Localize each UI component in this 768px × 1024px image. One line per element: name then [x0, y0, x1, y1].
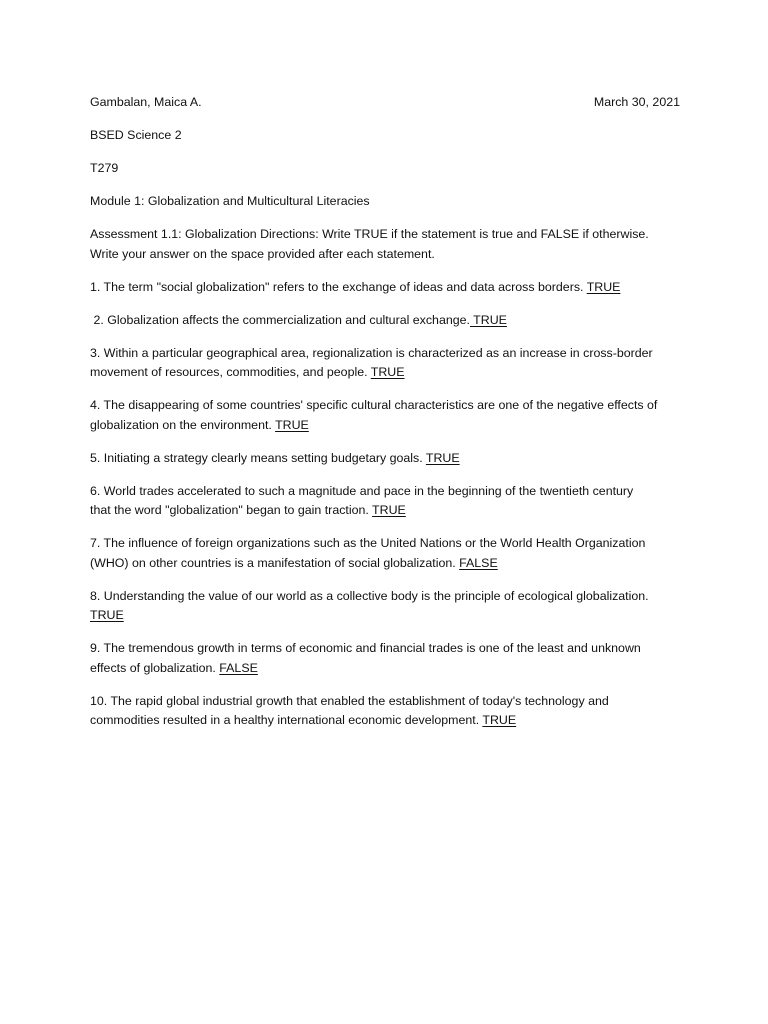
question-line: [90, 659, 680, 679]
question-text: that the word "globalization" began to gain traction.: [90, 503, 373, 517]
question-text: globalization on the environment.: [90, 417, 276, 432]
question-3: [90, 344, 680, 383]
question-line: 7. The influence of foreign organizations such as the United Nations or the World Health Organization: [90, 536, 646, 550]
answer: FALSE: [219, 660, 258, 675]
question-10: [90, 692, 680, 731]
answer: TRUE: [482, 713, 517, 727]
answer: TRUE: [370, 365, 405, 379]
instructions: [90, 225, 680, 264]
student-name: Gambalan, Maica A.: [90, 95, 202, 109]
question-line: 8. Understanding the value of our world as a collective body is the principle of ecological globalization.: [90, 588, 649, 603]
header-row: [90, 93, 680, 113]
question-line: 9. The tremendous growth in terms of economic and financial trades is one of the least and unknown: [90, 641, 641, 655]
question-text: 5. Initiating a strategy clearly means setting budgetary goals.: [90, 450, 426, 465]
answer: TRUE: [372, 503, 406, 517]
question-line: [90, 606, 680, 626]
question-1: [90, 278, 680, 298]
question-line: [90, 311, 680, 331]
document-page: [90, 93, 680, 731]
question-5: [90, 449, 680, 469]
question-text: 1. The term "social globalization" refers to the exchange of ideas and data across borders.: [90, 279, 587, 294]
instructions-line-2: Write your answer on the space provided after each statement.: [90, 246, 435, 261]
module-title: Module 1: Globalization and Multicultural Literacies: [90, 194, 370, 208]
answer: TRUE: [586, 279, 621, 294]
answer: FALSE: [459, 555, 498, 570]
question-8: [90, 587, 680, 626]
question-line: [90, 711, 680, 731]
question-line: [90, 363, 680, 383]
question-line: [90, 278, 680, 298]
answer: TRUE: [90, 608, 124, 622]
question-text: (WHO) on other countries is a manifestation of social globalization.: [90, 555, 460, 570]
question-line: 4. The disappearing of some countries' specific cultural characteristics are one of the negative effects of: [90, 398, 658, 412]
course-label: BSED Science 2: [90, 128, 182, 142]
question-6: [90, 482, 680, 521]
question-line: [90, 416, 680, 436]
answer: TRUE: [275, 417, 309, 432]
question-line: 10. The rapid global industrial growth that enabled the establishment of today's technology and: [90, 693, 609, 708]
question-line: [90, 501, 680, 521]
question-text: 2. Globalization affects the commercialization and cultural exchange.: [90, 312, 470, 327]
question-9: [90, 639, 680, 678]
question-line: 6. World trades accelerated to such a magnitude and pace in the beginning of the twentieth century: [90, 483, 634, 498]
question-2: [90, 311, 680, 331]
document-date: March 30, 2021: [593, 95, 680, 109]
question-7: [90, 534, 680, 573]
question-text: effects of globalization.: [90, 660, 220, 675]
answer: TRUE: [469, 312, 507, 327]
question-4: [90, 396, 680, 435]
question-line: 3. Within a particular geographical area, regionalization is characterized as an increase in cross-border: [90, 345, 653, 360]
question-line: [90, 449, 680, 469]
question-text: movement of resources, commodities, and people.: [90, 365, 371, 379]
question-line: [90, 554, 680, 574]
instructions-line-1: Assessment 1.1: Globalization Directions: Write TRUE if the statement is true and FALSE if otherwise.: [90, 227, 649, 241]
question-text: commodities resulted in a healthy international economic development.: [90, 713, 483, 727]
answer: TRUE: [425, 450, 460, 465]
section-code: T279: [90, 161, 119, 175]
